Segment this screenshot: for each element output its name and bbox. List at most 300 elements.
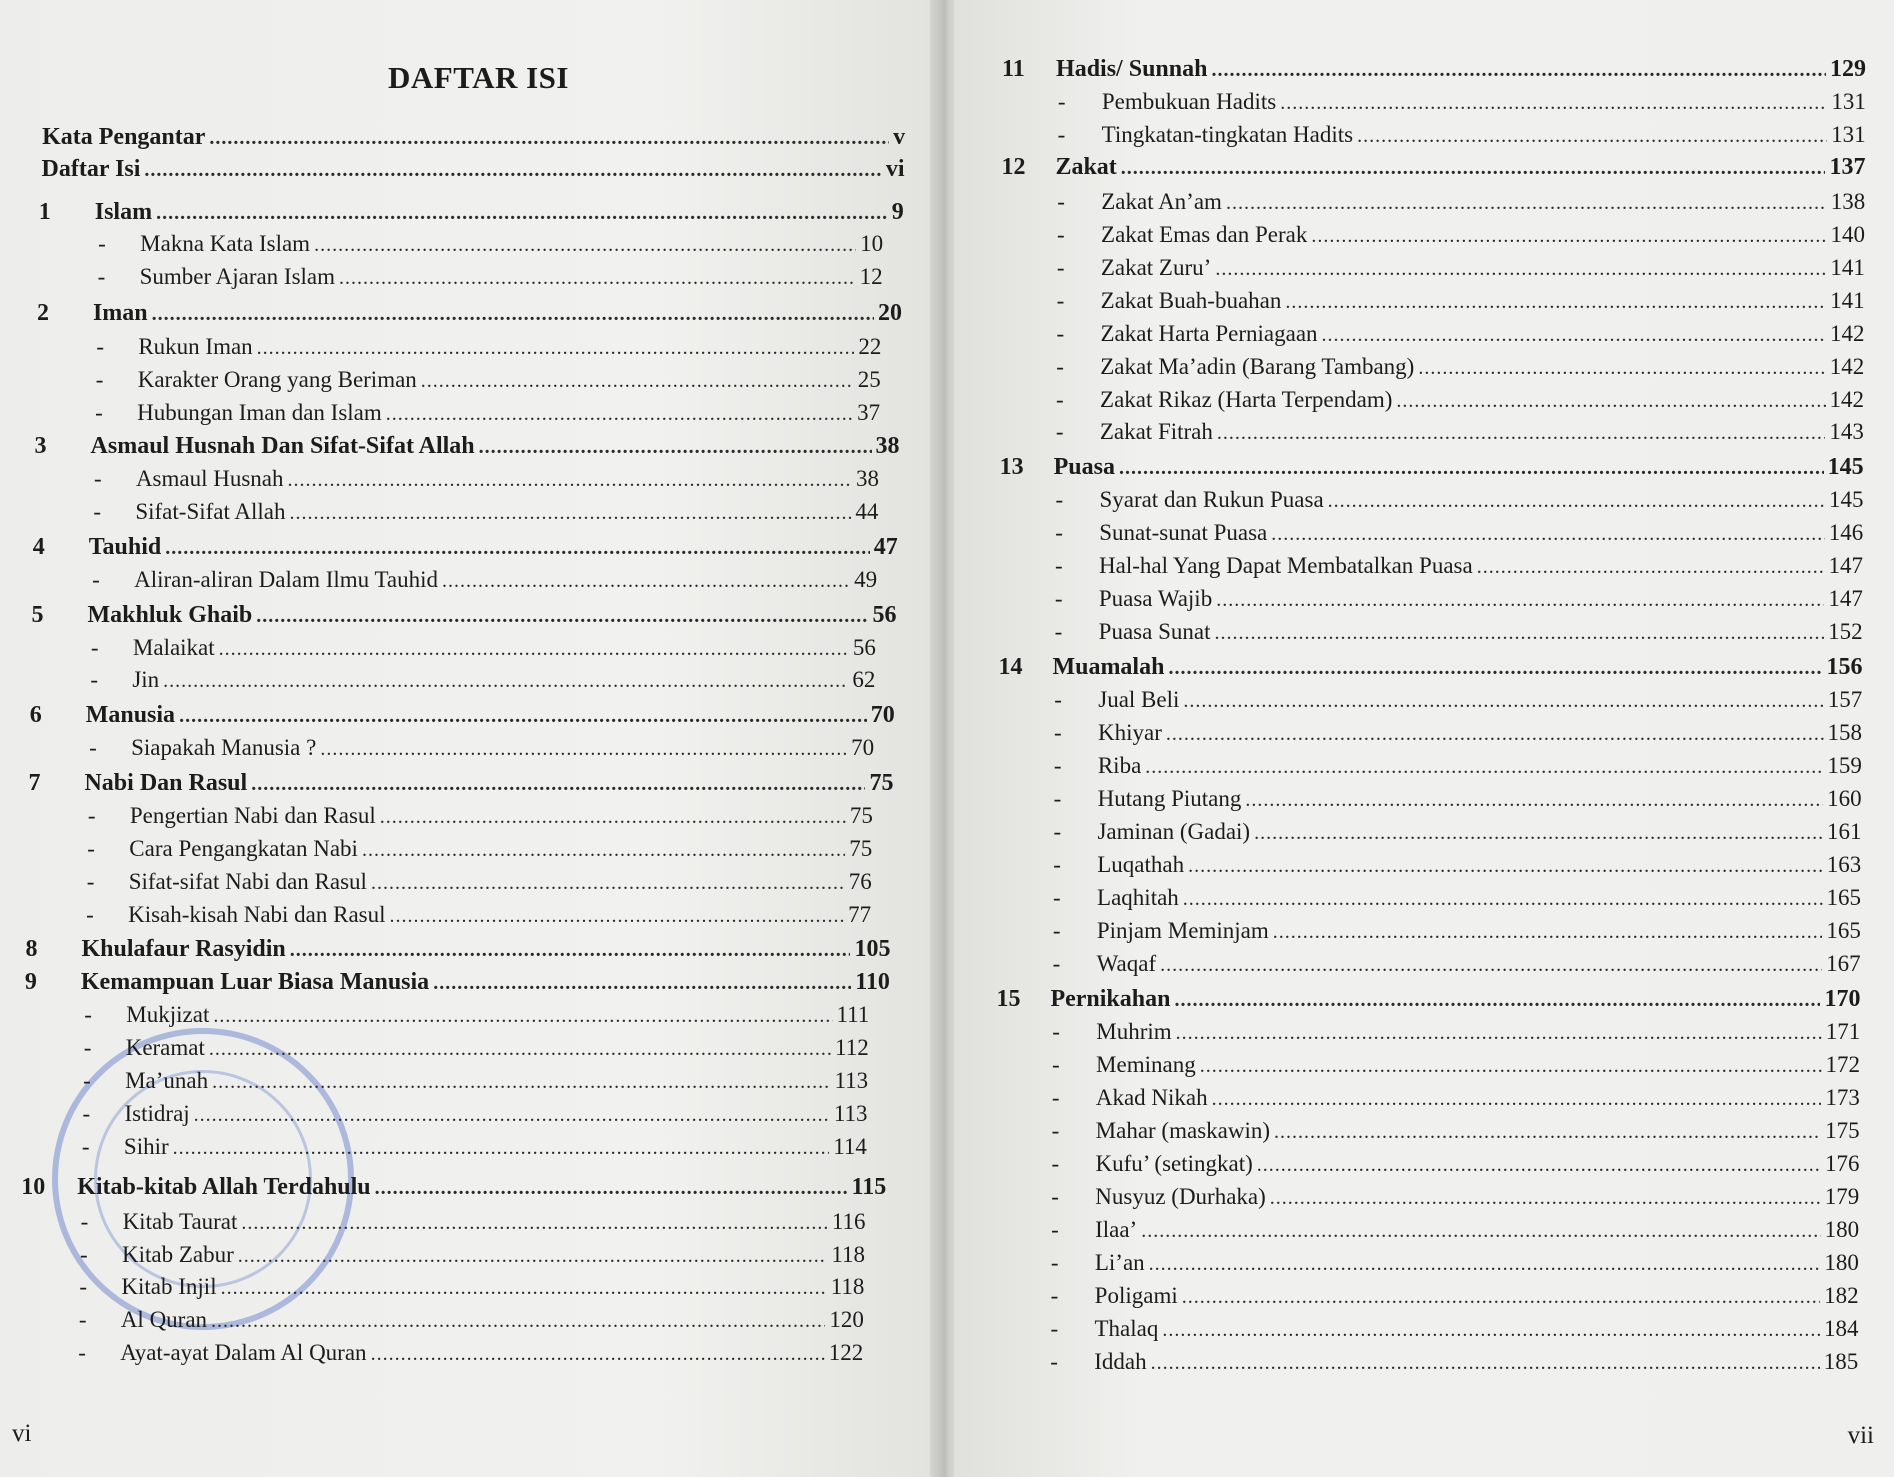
toc-page-number: 105 [854, 936, 891, 962]
toc-subentry [1055, 520, 1864, 546]
toc-page-number: 20 [877, 300, 902, 326]
toc-leader-dots [433, 972, 851, 995]
toc-page-number: 165 [1826, 885, 1862, 910]
toc-page-number: 184 [1823, 1316, 1859, 1341]
toc-subentry [1051, 1085, 1860, 1111]
toc-leader-dots [1183, 888, 1823, 911]
toc-bullet-dash: - [1053, 852, 1061, 877]
toc-page-number: 138 [1830, 189, 1866, 214]
toc-entry-title: Tauhid [88, 534, 162, 560]
toc-page-number: 56 [852, 635, 876, 660]
toc-chapter-number: 4 [32, 534, 45, 560]
toc-bullet-dash: - [1057, 122, 1066, 147]
toc-entry-title: Syarat dan Rukun Puasa [1099, 487, 1324, 512]
toc-leader-dots [371, 872, 845, 895]
left-page [0, 0, 938, 1477]
toc-bullet-dash: - [1057, 189, 1065, 214]
toc-subentry [95, 400, 881, 426]
toc-page-number: 180 [1824, 1250, 1859, 1275]
toc-page-number: 38 [875, 433, 900, 459]
toc-entry-title: Nusyuz (Durhaka) [1095, 1184, 1266, 1209]
toc-leader-dots [221, 1277, 827, 1300]
toc-page-number: v [893, 124, 906, 150]
toc-leader-dots [212, 1071, 830, 1094]
toc-page-number: 182 [1824, 1283, 1859, 1308]
toc-leader-dots [380, 806, 846, 829]
toc-bullet-dash: - [1050, 1250, 1059, 1275]
toc-entry-title: Karakter Orang yang Beriman [137, 367, 417, 392]
toc-subentry [1050, 1349, 1859, 1375]
toc-bullet-dash: - [1051, 1151, 1060, 1176]
toc-bullet-dash: - [82, 1101, 91, 1126]
toc-leader-dots [362, 839, 845, 862]
toc-subentry [87, 803, 873, 829]
toc-entry-title: Makna Kata Islam [140, 231, 311, 256]
toc-subentry [1054, 619, 1863, 645]
toc-chapter-entry [28, 770, 894, 797]
toc-entry-title: Manusia [85, 702, 176, 728]
toc-leader-dots [1168, 657, 1822, 680]
toc-leader-dots [1176, 1022, 1822, 1045]
toc-page-number: 113 [833, 1101, 868, 1126]
toc-page-number: 173 [1825, 1085, 1860, 1110]
toc-leader-dots [1182, 1286, 1820, 1309]
toc-page-number: 115 [851, 1174, 887, 1200]
toc-chapter-entry [38, 199, 904, 226]
page-title: DAFTAR ISI [388, 60, 569, 95]
toc-bullet-dash: - [95, 367, 104, 392]
toc-page-number: 37 [857, 400, 881, 425]
toc-subentry [1056, 288, 1865, 314]
toc-bullet-dash: - [1053, 786, 1062, 811]
toc-leader-dots [1357, 125, 1827, 148]
toc-entry-title: Al Quran [120, 1307, 208, 1332]
toc-page-number: 114 [833, 1134, 867, 1159]
toc-bullet-dash: - [79, 1274, 88, 1299]
toc-subentry [90, 635, 876, 661]
toc-leader-dots [1166, 723, 1824, 746]
toc-subentry [86, 869, 872, 895]
toc-page-number: 161 [1826, 819, 1862, 844]
toc-bullet-dash: - [97, 264, 106, 289]
toc-bullet-dash: - [78, 1307, 87, 1332]
toc-bullet-dash: - [95, 400, 103, 425]
toc-entry-title: Istidraj [124, 1101, 190, 1126]
toc-leader-dots [1418, 357, 1825, 380]
toc-leader-dots [1214, 622, 1824, 645]
toc-entry-title: Zakat [1055, 154, 1117, 180]
toc-entry-title: Makhluk Ghaib [87, 602, 253, 628]
toc-bullet-dash: - [87, 803, 96, 828]
toc-subentry [1055, 419, 1864, 445]
toc-subentry [1050, 1283, 1859, 1309]
toc-bullet-dash: - [96, 334, 104, 359]
toc-page-number: 141 [1830, 288, 1865, 313]
toc-leader-dots [156, 202, 888, 225]
toc-subentry [87, 836, 873, 862]
toc-bullet-dash: - [1051, 1085, 1060, 1110]
toc-bullet-dash: - [1055, 419, 1064, 444]
page-number-right: vii [1847, 1422, 1874, 1449]
toc-bullet-dash: - [93, 499, 102, 524]
toc-page-number: vi [885, 156, 905, 182]
toc-leader-dots [1174, 989, 1820, 1012]
toc-page-number: 145 [1827, 454, 1864, 480]
toc-leader-dots [290, 939, 851, 962]
toc-leader-dots [1271, 523, 1824, 546]
toc-chapter-entry [32, 534, 898, 561]
toc-list-right [954, 0, 1894, 1477]
toc-page-number: 113 [834, 1068, 869, 1093]
toc-leader-dots [339, 267, 856, 290]
toc-bullet-dash: - [1052, 1052, 1060, 1077]
toc-chapter-number: 5 [31, 602, 44, 628]
toc-entry-title: Ilaa’ [1095, 1217, 1138, 1242]
toc-chapter-number: 7 [28, 770, 41, 796]
toc-subentry [89, 735, 875, 761]
toc-page-number: 131 [1831, 122, 1866, 147]
toc-chapter-number: 3 [34, 433, 47, 459]
toc-entry-title: Iman [92, 300, 148, 326]
toc-chapter-entry [36, 300, 902, 327]
toc-bullet-dash: - [1057, 89, 1066, 114]
toc-page-number: 118 [830, 1274, 865, 1299]
toc-bullet-dash: - [1051, 1184, 1059, 1209]
toc-subentry [1052, 951, 1861, 977]
toc-page-number: 44 [855, 499, 879, 524]
toc-leader-dots [1215, 258, 1826, 281]
toc-subentry [93, 466, 879, 492]
toc-entry-title: Kisah-kisah Nabi dan Rasul [128, 902, 386, 927]
toc-bullet-dash: - [1050, 1283, 1059, 1308]
toc-bullet-dash: - [78, 1340, 86, 1365]
toc-entry-title: Laqhitah [1097, 885, 1179, 910]
toc-subentry [90, 667, 876, 693]
toc-leader-dots [194, 1104, 830, 1127]
toc-leader-dots [1477, 556, 1825, 579]
right-page [954, 0, 1894, 1477]
toc-subentry [83, 1068, 869, 1094]
toc-page-number: 131 [1831, 89, 1866, 114]
toc-entry-title: Zakat Emas dan Perak [1101, 222, 1308, 247]
toc-entry-title: Kemampuan Luar Biasa Manusia [80, 969, 430, 995]
toc-page-number: 146 [1828, 520, 1864, 545]
toc-subentry [1054, 586, 1863, 612]
toc-leader-dots [211, 1310, 825, 1333]
toc-chapter-number: 14 [998, 654, 1023, 680]
toc-entry-title: Khiyar [1098, 720, 1162, 745]
toc-chapter-number: 13 [999, 454, 1024, 480]
toc-subentry [98, 231, 884, 257]
toc-subentry [78, 1307, 864, 1333]
toc-page-number: 157 [1827, 687, 1863, 712]
toc-page-number: 147 [1828, 553, 1864, 578]
toc-subentry [86, 902, 872, 928]
toc-page-number: 140 [1830, 222, 1866, 247]
toc-leader-dots [1285, 291, 1826, 314]
toc-front-entry [42, 156, 905, 183]
toc-subentry [1054, 720, 1863, 746]
toc-bullet-dash: - [1053, 753, 1062, 778]
toc-entry-title: Zakat Ma’adin (Barang Tambang) [1100, 354, 1415, 379]
toc-leader-dots [375, 1177, 848, 1200]
toc-entry-title: Zakat Fitrah [1099, 419, 1213, 444]
toc-bullet-dash: - [1053, 819, 1062, 844]
toc-chapter-number: 12 [1001, 154, 1026, 180]
toc-entry-title: Jual Beli [1098, 687, 1180, 712]
toc-entry-title: Pengertian Nabi dan Rasul [129, 803, 376, 828]
toc-chapter-entry [998, 654, 1863, 681]
toc-subentry [1056, 255, 1865, 281]
toc-page-number: 10 [860, 231, 884, 256]
toc-chapter-entry [31, 602, 897, 629]
toc-leader-dots [256, 605, 868, 628]
toc-bullet-dash: - [1051, 1118, 1060, 1143]
toc-leader-dots [241, 1212, 828, 1235]
toc-page-number: 141 [1830, 255, 1865, 280]
toc-bullet-dash: - [89, 735, 97, 760]
toc-page-number: 70 [870, 702, 895, 728]
toc-subentry [1055, 553, 1864, 579]
toc-bullet-dash: - [1054, 586, 1063, 611]
toc-leader-dots [1322, 324, 1826, 347]
toc-leader-dots [479, 436, 872, 459]
toc-leader-dots [165, 537, 869, 560]
toc-page-number: 165 [1826, 918, 1861, 943]
toc-chapter-number: 8 [25, 936, 38, 962]
toc-subentry [80, 1209, 866, 1235]
toc-bullet-dash: - [81, 1134, 90, 1159]
toc-chapter-number: 1 [38, 199, 51, 225]
toc-page-number: 38 [855, 466, 879, 491]
toc-subentry [1057, 122, 1866, 148]
toc-bullet-dash: - [1056, 354, 1064, 379]
toc-page-number: 111 [836, 1002, 870, 1027]
toc-chapter-entry [1001, 154, 1866, 181]
toc-subentry [79, 1242, 865, 1268]
toc-bullet-dash: - [90, 635, 99, 660]
toc-bullet-dash: - [1056, 255, 1065, 280]
toc-page-number: 158 [1827, 720, 1863, 745]
toc-leader-dots [1274, 1121, 1821, 1144]
toc-entry-title: Kata Pengantar [42, 124, 206, 150]
toc-page-number: 159 [1827, 753, 1862, 778]
toc-leader-dots [1121, 157, 1826, 180]
toc-entry-title: Li’an [1094, 1250, 1145, 1275]
toc-leader-dots [238, 1245, 828, 1268]
toc-entry-title: Sifat-Sifat Allah [135, 499, 286, 524]
toc-subentry [1053, 753, 1862, 779]
toc-page-number: 180 [1824, 1217, 1860, 1242]
toc-subentry [1051, 1217, 1860, 1243]
toc-leader-dots [1149, 1253, 1821, 1276]
toc-leader-dots [1151, 1352, 1820, 1375]
toc-subentry [1051, 1151, 1860, 1177]
toc-leader-dots [144, 159, 881, 182]
toc-page-number: 110 [855, 969, 890, 995]
toc-page-number: 77 [848, 902, 872, 927]
toc-leader-dots [152, 303, 874, 326]
toc-entry-title: Kitab Taurat [122, 1209, 238, 1234]
toc-page-number: 70 [851, 735, 875, 760]
toc-bullet-dash: - [86, 869, 95, 894]
toc-page-number: 142 [1829, 321, 1865, 346]
toc-bullet-dash: - [1054, 687, 1062, 712]
toc-entry-title: Kitab Zabur [121, 1242, 234, 1267]
toc-bullet-dash: - [79, 1242, 88, 1267]
toc-entry-title: Luqathah [1097, 852, 1185, 877]
toc-bullet-dash: - [1052, 1019, 1060, 1044]
toc-leader-dots [1280, 92, 1827, 115]
toc-page-number: 137 [1829, 154, 1866, 180]
toc-subentry [81, 1134, 867, 1160]
toc-chapter-number: 15 [996, 986, 1021, 1012]
toc-bullet-dash: - [1050, 1316, 1059, 1341]
toc-entry-title: Muamalah [1052, 654, 1165, 680]
toc-leader-dots [1212, 1088, 1822, 1111]
toc-leader-dots [314, 234, 856, 257]
toc-entry-title: Ma’unah [125, 1068, 209, 1093]
toc-leader-dots [209, 127, 889, 150]
toc-entry-title: Jaminan (Gadai) [1097, 819, 1251, 844]
toc-bullet-dash: - [1056, 321, 1065, 346]
toc-page-number: 172 [1825, 1052, 1861, 1077]
toc-chapter-number: 6 [29, 702, 42, 728]
toc-entry-title: Sihir [123, 1134, 169, 1159]
toc-bullet-dash: - [98, 231, 106, 256]
toc-entry-title: Ayat-ayat Dalam Al Quran [120, 1340, 367, 1365]
toc-entry-title: Sumber Ajaran Islam [139, 264, 336, 289]
toc-entry-title: Iddah [1094, 1349, 1147, 1374]
toc-leader-dots [1183, 690, 1823, 713]
toc-leader-dots [1396, 390, 1825, 413]
toc-page-number: 142 [1829, 387, 1865, 412]
toc-page-number: 118 [831, 1242, 865, 1267]
toc-leader-dots [1211, 59, 1826, 82]
toc-bullet-dash: - [1055, 553, 1063, 578]
toc-bullet-dash: - [1052, 918, 1061, 943]
toc-subentry [95, 367, 881, 393]
toc-leader-dots [1226, 192, 1827, 215]
toc-entry-title: Sifat-sifat Nabi dan Rasul [128, 869, 367, 894]
toc-bullet-dash: - [1052, 951, 1061, 976]
toc-chapter-entry [999, 454, 1864, 481]
toc-page-number: 120 [829, 1307, 864, 1332]
toc-entry-title: Hadis/ Sunnah [1056, 56, 1208, 82]
toc-leader-dots [1273, 921, 1823, 944]
toc-subentry [1052, 1052, 1861, 1078]
toc-list-left [0, 0, 938, 1477]
toc-bullet-dash: - [83, 1035, 92, 1060]
toc-bullet-dash: - [1056, 288, 1065, 313]
toc-leader-dots [1162, 1319, 1820, 1342]
toc-page-number: 47 [873, 534, 898, 560]
toc-leader-dots [179, 705, 867, 728]
toc-page-number: 156 [1826, 654, 1863, 680]
toc-subentry [1052, 1019, 1861, 1045]
toc-chapter-entry [34, 433, 900, 460]
toc-subentry [1051, 1184, 1860, 1210]
toc-chapter-entry [24, 969, 890, 996]
toc-leader-dots [1216, 589, 1824, 612]
toc-page-number: 145 [1828, 487, 1864, 512]
toc-bullet-dash: - [93, 466, 102, 491]
toc-page-number: 75 [849, 836, 873, 861]
toc-page-number: 170 [1824, 986, 1861, 1012]
toc-leader-dots [1160, 954, 1822, 977]
toc-entry-title: Waqaf [1096, 951, 1157, 976]
toc-subentry [1055, 487, 1864, 513]
toc-entry-title: Pernikahan [1050, 986, 1171, 1012]
toc-leader-dots [1245, 789, 1823, 812]
toc-subentry [1053, 786, 1862, 812]
toc-subentry [1053, 819, 1862, 845]
toc-entry-title: Cara Pengangkatan Nabi [129, 836, 358, 861]
toc-bullet-dash: - [80, 1209, 89, 1234]
toc-entry-title: Khulafaur Rasyidin [81, 936, 286, 962]
toc-page-number: 112 [835, 1035, 869, 1060]
toc-subentry [1056, 354, 1865, 380]
toc-page-number: 75 [849, 803, 873, 828]
toc-entry-title: Tingkatan-tingkatan Hadits [1101, 122, 1354, 147]
toc-leader-dots [390, 905, 845, 928]
toc-entry-title: Siapakah Manusia ? [131, 735, 317, 760]
toc-page-number: 62 [852, 667, 876, 692]
toc-entry-title: Malaikat [132, 635, 215, 660]
toc-page-number: 142 [1829, 354, 1865, 379]
toc-subentry [1057, 89, 1866, 115]
toc-leader-dots [257, 337, 855, 360]
toc-bullet-dash: - [1057, 222, 1065, 247]
toc-subentry [1056, 387, 1865, 413]
toc-entry-title: Kitab Injil [121, 1274, 217, 1299]
toc-leader-dots [1200, 1055, 1822, 1078]
toc-entry-title: Zakat Harta Perniagaan [1100, 321, 1318, 346]
toc-leader-dots [1141, 1220, 1820, 1243]
page-number-left: vi [12, 1420, 32, 1447]
toc-leader-dots [371, 1343, 825, 1366]
toc-leader-dots [251, 773, 865, 796]
toc-subentry [1056, 321, 1865, 347]
toc-page-number: 75 [869, 770, 894, 796]
toc-chapter-number: 10 [21, 1174, 46, 1200]
toc-bullet-dash: - [1051, 1217, 1059, 1242]
toc-page-number: 163 [1826, 852, 1862, 877]
toc-entry-title: Keramat [125, 1035, 205, 1060]
toc-subentry [1053, 852, 1862, 878]
toc-entry-title: Aliran-aliran Dalam Ilmu Tauhid [134, 567, 439, 592]
toc-leader-dots [1257, 1154, 1821, 1177]
toc-leader-dots [442, 570, 850, 593]
toc-entry-title: Hubungan Iman dan Islam [137, 400, 382, 425]
toc-subentry [1057, 222, 1866, 248]
toc-page-number: 171 [1825, 1019, 1861, 1044]
toc-subentry [1050, 1316, 1859, 1342]
toc-entry-title: Zakat Rikaz (Harta Terpendam) [1100, 387, 1393, 412]
toc-page-number: 147 [1828, 586, 1863, 611]
toc-page-number: 22 [858, 334, 882, 359]
toc-leader-dots [1270, 1187, 1821, 1210]
toc-entry-title: Mahar (maskawin) [1095, 1118, 1271, 1143]
toc-bullet-dash: - [1054, 619, 1063, 644]
toc-page-number: 143 [1829, 419, 1864, 444]
toc-entry-title: Hal-hal Yang Dapat Membatalkan Puasa [1099, 553, 1473, 578]
toc-chapter-entry [1002, 56, 1867, 83]
toc-leader-dots [1145, 756, 1823, 779]
toc-entry-title: Nabi Dan Rasul [84, 770, 248, 796]
toc-chapter-entry [29, 702, 895, 729]
toc-bullet-dash: - [1050, 1349, 1058, 1374]
